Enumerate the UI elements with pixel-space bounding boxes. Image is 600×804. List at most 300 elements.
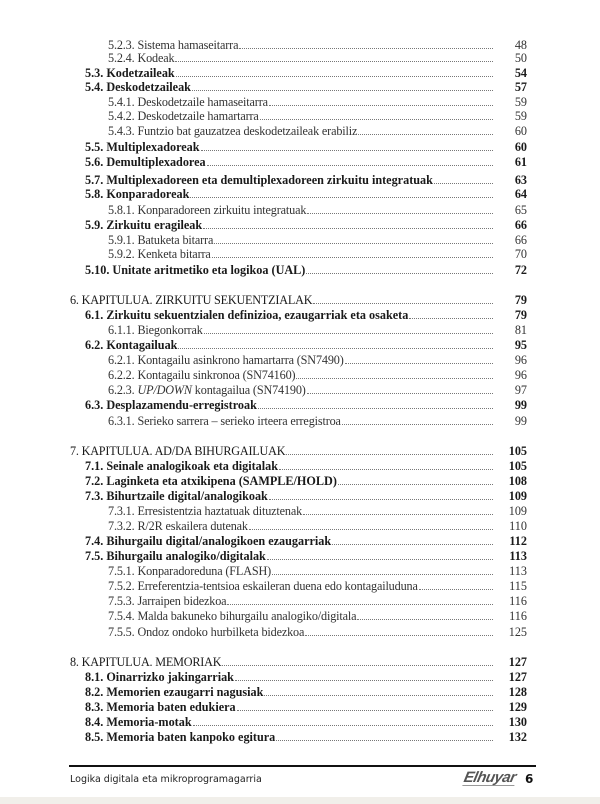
toc-entry-number: 5.6. — [85, 155, 104, 169]
toc-entry[interactable] — [0, 203, 600, 217]
toc-entry-title — [70, 293, 312, 307]
toc-entry-title — [85, 140, 200, 154]
toc-entry-number: 5.9.1. — [108, 233, 135, 247]
toc-entry-line — [85, 338, 527, 352]
dot-leader — [276, 739, 493, 741]
toc-entry-title — [108, 609, 356, 623]
dot-leader — [313, 302, 493, 304]
dot-leader — [269, 104, 493, 106]
dot-leader — [235, 679, 493, 681]
toc-entry[interactable] — [0, 625, 600, 639]
toc-entry-page: 48 — [514, 38, 527, 52]
toc-entry-number: 6.1. — [85, 308, 104, 322]
toc-entry-line — [85, 700, 527, 714]
toc-entry[interactable] — [0, 564, 600, 578]
dot-leader — [260, 118, 493, 120]
toc-entry[interactable] — [0, 474, 600, 488]
dot-leader — [345, 362, 493, 364]
toc-entry-line — [85, 549, 527, 563]
toc-entry-page: 50 — [514, 51, 527, 65]
dot-leader — [249, 528, 493, 530]
toc-entry-line — [85, 155, 527, 169]
dot-leader — [176, 75, 493, 77]
toc-entry-title — [108, 124, 357, 138]
toc-entry-page: 112 — [509, 534, 527, 548]
toc-entry-page: 115 — [509, 579, 527, 593]
toc-entry-title — [70, 444, 285, 458]
dot-leader — [192, 89, 493, 91]
toc-entry-title-text: Kodeak — [137, 51, 175, 65]
toc-entry-page: 129 — [508, 700, 527, 714]
dot-leader — [307, 212, 493, 214]
toc-entry-title-text: Unitate aritmetiko eta logikoa (UAL) — [112, 263, 306, 277]
toc-entry-page: 79 — [514, 308, 527, 322]
toc-entry-number: 7. — [70, 444, 79, 458]
toc-entry-page: 105 — [508, 444, 527, 458]
toc-entry-title — [108, 38, 238, 52]
toc-entry-line — [70, 655, 527, 669]
dot-leader — [296, 377, 493, 379]
toc-entry-page: 66 — [514, 233, 527, 247]
toc-entry-title-text: Memoria baten edukiera — [106, 700, 236, 714]
toc-entry[interactable] — [0, 670, 600, 684]
toc-entry-page: 61 — [514, 155, 527, 169]
toc-entry-line — [108, 323, 527, 337]
toc-entry-page: 109 — [508, 504, 527, 518]
toc-entry-line — [108, 109, 527, 123]
toc-entry-title-text: Deskodetzaile hamaseitarra — [137, 95, 268, 109]
toc-entry-title-text: Oinarrizko jakingarriak — [106, 670, 234, 684]
dot-leader — [305, 634, 493, 636]
toc-entry-number: 5.4.1. — [108, 95, 135, 109]
toc-entry-title-text: Bihurtzaile digital/analogikoak — [106, 489, 268, 503]
toc-entry-line — [70, 444, 527, 458]
toc-entry-page: 113 — [509, 549, 527, 563]
toc-entry[interactable] — [0, 594, 600, 608]
dot-leader — [203, 227, 493, 229]
toc-entry-title-text: Demultiplexadorea — [106, 155, 206, 169]
toc-entry-number: 5.5. — [85, 140, 104, 154]
toc-entry-title — [108, 414, 341, 428]
dot-leader — [204, 332, 493, 334]
toc-entry-line — [85, 489, 527, 503]
toc-entry-title — [85, 187, 189, 201]
toc-entry-number: 8.1. — [85, 670, 104, 684]
toc-entry-number: 7.4. — [85, 534, 104, 548]
toc-entry-title — [85, 685, 263, 699]
dot-leader — [332, 543, 493, 545]
dot-leader — [279, 468, 493, 470]
toc-entry-title — [108, 504, 302, 518]
toc-entry-line — [85, 730, 527, 744]
toc-entry[interactable] — [0, 155, 600, 169]
toc-entry-number: 7.1. — [85, 459, 104, 473]
page-bottom-edge — [0, 797, 600, 804]
toc-entry-number: 6.2. — [85, 338, 104, 352]
toc-entry-page: 128 — [508, 685, 527, 699]
toc-entry-page: 97 — [514, 383, 527, 397]
toc-entry-title — [108, 519, 248, 533]
toc-entry-page: 59 — [514, 95, 527, 109]
toc-entry-title-text: Serieko sarrera – serieko irteera erregistroa — [137, 414, 341, 428]
toc-entry-title-text: Laginketa eta atxikipena (SAMPLE/HOLD) — [106, 474, 337, 488]
toc-entry-title — [85, 155, 206, 169]
toc-entry-title — [70, 655, 221, 669]
toc-entry-title-text: Desplazamendu-erregistroak — [106, 398, 257, 412]
toc-entry[interactable] — [0, 80, 600, 94]
toc-entry[interactable] — [0, 353, 600, 367]
toc-entry[interactable] — [0, 489, 600, 503]
toc-entry-title — [108, 353, 344, 367]
toc-entry-number: 7.5.1. — [108, 564, 135, 578]
toc-entry[interactable] — [0, 414, 600, 428]
toc-entry-title-text: Seinale analogikoak eta digitalak — [106, 459, 278, 473]
toc-entry-page: 105 — [508, 459, 527, 473]
dot-leader — [342, 423, 493, 425]
toc-entry[interactable] — [0, 609, 600, 623]
toc-entry-number: 8.2. — [85, 685, 104, 699]
toc-entry-title-text: Konparadoreduna (FLASH) — [137, 564, 272, 578]
toc-entry-line — [108, 51, 527, 65]
dot-leader — [175, 60, 493, 62]
toc-entry[interactable] — [0, 233, 600, 247]
toc-entry-line — [108, 504, 527, 518]
toc-entry[interactable] — [0, 263, 600, 277]
toc-entry[interactable] — [0, 66, 600, 80]
toc-entry-line — [85, 715, 527, 729]
toc-entry-page: 60 — [514, 124, 527, 138]
toc-entry-line — [85, 263, 527, 277]
toc-entry-title — [108, 579, 418, 593]
toc-entry-title — [85, 263, 305, 277]
dot-leader — [212, 256, 493, 258]
toc-entry-number: 7.3.2. — [108, 519, 135, 533]
toc-entry[interactable] — [0, 534, 600, 548]
toc-entry-number: 6.3.1. — [108, 414, 135, 428]
toc-entry-number: 6. — [70, 293, 79, 307]
toc-entry-number: 6.2.3. — [108, 383, 135, 397]
toc-entry-line — [85, 685, 527, 699]
toc-entry-title-text: Erreferentzia-tentsioa eskaileran duena edo kontagailuduna — [137, 579, 418, 593]
toc-entry-number: 5.3. — [85, 66, 104, 80]
toc-entry-page: 125 — [508, 625, 527, 639]
toc-entry-line — [85, 534, 527, 548]
toc-entry[interactable] — [0, 38, 600, 52]
toc-entry-title — [85, 459, 278, 473]
toc-entry[interactable] — [0, 549, 600, 563]
toc-entry-line — [108, 95, 527, 109]
toc-entry-page: 116 — [509, 594, 527, 608]
toc-entry-number: 5.4.3. — [108, 124, 135, 138]
toc-entry-page: 59 — [514, 109, 527, 123]
toc-entry-title — [108, 51, 174, 65]
toc-entry-number: 7.3. — [85, 489, 104, 503]
toc-entry-page: 130 — [508, 715, 527, 729]
toc-entry-title-text: Biegonkorrak — [137, 323, 203, 337]
toc-entry-title — [108, 368, 295, 382]
dot-leader — [419, 588, 493, 590]
toc-entry-title — [85, 308, 408, 322]
toc-entry-line — [108, 247, 527, 261]
toc-entry-title-text: Kenketa bitarra — [137, 247, 211, 261]
toc-entry-line — [108, 368, 527, 382]
toc-entry-number: 5.10. — [85, 263, 110, 277]
toc-entry-line — [108, 38, 527, 52]
toc-entry-page: 127 — [508, 670, 527, 684]
toc-entry[interactable] — [0, 109, 600, 123]
toc-entry[interactable] — [0, 293, 600, 307]
toc-entry-title-text: Kontagailu asinkrono hamartarra (SN7490) — [137, 353, 344, 367]
dot-leader — [264, 694, 493, 696]
toc-entry[interactable] — [0, 187, 600, 201]
footer-divider — [69, 765, 536, 767]
toc-entry-title — [108, 233, 213, 247]
toc-entry[interactable] — [0, 338, 600, 352]
toc-entry-title-text: Funtzio bat gauzatzea deskodetzaileak erabiliz — [137, 124, 358, 138]
toc-entry-page: 116 — [509, 609, 527, 623]
toc-entry[interactable] — [0, 398, 600, 412]
toc-entry[interactable] — [0, 655, 600, 669]
dot-leader — [190, 196, 493, 198]
toc-entry-title — [85, 218, 202, 232]
toc-entry-number: 7.5.5. — [108, 625, 135, 639]
toc-entry-line — [108, 383, 527, 397]
toc-entry[interactable] — [0, 308, 600, 322]
toc-entry-line — [108, 203, 527, 217]
toc-entry-title — [85, 670, 234, 684]
toc-entry[interactable] — [0, 124, 600, 138]
toc-entry-number: 7.5.4. — [108, 609, 135, 623]
toc-entry-title — [108, 247, 211, 261]
toc-entry[interactable] — [0, 173, 600, 187]
toc-entry-title — [85, 730, 275, 744]
dot-leader — [358, 133, 493, 135]
toc-entry-number: 5.4.2. — [108, 109, 135, 123]
toc-entry-number: 6.3. — [85, 398, 104, 412]
toc-entry-title — [108, 323, 203, 337]
toc-entry-number: 7.5. — [85, 549, 104, 563]
toc-entry-title-text: Malda bakuneko bihurgailu analogiko/digitala — [137, 609, 357, 623]
toc-entry-page: 72 — [514, 263, 527, 277]
toc-entry-number: 8.5. — [85, 730, 104, 744]
dot-leader — [201, 149, 493, 151]
toc-entry-line — [108, 625, 527, 639]
dot-leader — [258, 407, 493, 409]
toc-entry-title — [85, 66, 175, 80]
toc-entry[interactable] — [0, 519, 600, 533]
toc-entry-line — [85, 459, 527, 473]
toc-entry-number: 6.2.1. — [108, 353, 135, 367]
dot-leader — [409, 317, 493, 319]
toc-entry-title-text: Batuketa bitarra — [137, 233, 214, 247]
toc-entry[interactable] — [0, 323, 600, 337]
toc-entry-line — [85, 398, 527, 412]
toc-entry-title — [85, 173, 433, 187]
toc-entry[interactable] — [0, 685, 600, 699]
toc-entry-number: 5.2.4. — [108, 51, 135, 65]
toc-entry-page: 109 — [508, 489, 527, 503]
toc-entry-title-text: R/2R eskailera dutenak — [137, 519, 248, 533]
toc-entry-line — [108, 233, 527, 247]
toc-entry-title-italic: UP/DOWN — [137, 383, 192, 397]
toc-entry-title — [85, 715, 192, 729]
toc-entry-title-text: Multiplexadoreak — [106, 140, 200, 154]
toc-entry-number: 8.4. — [85, 715, 104, 729]
toc-entry-line — [70, 293, 527, 307]
dot-leader — [306, 272, 493, 274]
toc-entry-page: 64 — [514, 187, 527, 201]
toc-entry-page: 96 — [514, 368, 527, 382]
toc-entry-number: 6.1.1. — [108, 323, 135, 337]
dot-leader — [267, 558, 493, 560]
toc-entry-title-text: Zirkuitu eragileak — [106, 218, 203, 232]
toc-entry-title-text: Kodetzaileak — [106, 66, 175, 80]
toc-entry-number: 5.9. — [85, 218, 104, 232]
toc-entry-title — [85, 489, 268, 503]
toc-entry-title-text: KAPITULUA. ZIRKUITU SEKUENTZIALAK — [81, 293, 313, 307]
toc-entry-title — [108, 109, 259, 123]
toc-entry-title-text: Sistema hamaseitarra — [137, 38, 239, 52]
toc-entry-title-text: Konparadoreen zirkuitu integratuak — [137, 203, 307, 217]
toc-entry[interactable] — [0, 715, 600, 729]
toc-entry-number: 5.7. — [85, 173, 104, 187]
toc-entry-line — [108, 414, 527, 428]
toc-entry-page: 60 — [514, 140, 527, 154]
toc-entry-line — [85, 140, 527, 154]
toc-entry-number: 5.9.2. — [108, 247, 135, 261]
toc-entry[interactable] — [0, 444, 600, 458]
toc-entry-title-text: Jarraipen bidezkoa — [137, 594, 227, 608]
toc-entry[interactable] — [0, 95, 600, 109]
toc-entry-title-text: Memorien ezaugarri nagusiak — [106, 685, 264, 699]
toc-entry-line — [108, 353, 527, 367]
toc-entry-line — [85, 670, 527, 684]
toc-entry-title-text: KAPITULUA. AD/DA BIHURGAILUAK — [81, 444, 286, 458]
toc-entry-page: 63 — [514, 173, 527, 187]
dot-leader — [214, 242, 493, 244]
toc-entry-line — [108, 579, 527, 593]
toc-entry-title-text: Bihurgailu analogiko/digitalak — [106, 549, 266, 563]
toc-entry-title-text: Kontagailu sinkronoa (SN74160) — [137, 368, 296, 382]
toc-entry-title — [85, 534, 331, 548]
toc-entry-title — [108, 625, 304, 639]
dot-leader — [227, 603, 493, 605]
dot-leader — [434, 182, 493, 184]
toc-entry-title — [85, 398, 257, 412]
dot-leader — [207, 164, 493, 166]
toc-entry-title-text: Ondoz ondoko hurbilketa bidezkoa — [137, 625, 305, 639]
toc-entry-number: 5.8.1. — [108, 203, 135, 217]
toc-entry-number: 5.4. — [85, 80, 104, 94]
toc-entry-line — [85, 474, 527, 488]
toc-entry-line — [108, 519, 527, 533]
toc-entry-page: 99 — [514, 414, 527, 428]
dot-leader — [222, 664, 493, 666]
dot-leader — [272, 573, 493, 575]
toc-entry-number: 5.8. — [85, 187, 104, 201]
toc-entry-page: 110 — [509, 519, 527, 533]
toc-entry-number: 7.2. — [85, 474, 104, 488]
toc-entry[interactable] — [0, 504, 600, 518]
toc-entry-page: 108 — [508, 474, 527, 488]
toc-entry-line — [85, 80, 527, 94]
toc-entry-number: 7.5.3. — [108, 594, 135, 608]
toc-entry-page: 99 — [514, 398, 527, 412]
toc-entry-title-text: KAPITULUA. MEMORIAK — [81, 655, 222, 669]
toc-entry[interactable] — [0, 140, 600, 154]
toc-entry-title — [85, 474, 337, 488]
toc-entry-title-text: Deskodetzaile hamartarra — [137, 109, 259, 123]
toc-entry-number: 8. — [70, 655, 79, 669]
toc-entry-number: 7.5.2. — [108, 579, 135, 593]
toc-entry-line — [108, 609, 527, 623]
toc-entry[interactable] — [0, 459, 600, 473]
toc-entry-page: 127 — [508, 655, 527, 669]
toc-entry-title-text: kontagailua (SN74190) — [191, 383, 306, 397]
toc-entry-title-text: Kontagailuak — [106, 338, 178, 352]
toc-entry-page: 70 — [514, 247, 527, 261]
dot-leader — [239, 47, 493, 49]
toc-entry-title-text: Bihurgailu digital/analogikoen ezaugarriak — [106, 534, 332, 548]
toc-entry-page: 54 — [514, 66, 527, 80]
toc-entry-page: 79 — [514, 293, 527, 307]
dot-leader — [357, 618, 493, 620]
toc-entry-title — [85, 338, 177, 352]
toc-entry-title — [108, 564, 271, 578]
toc-entry[interactable] — [0, 51, 600, 65]
toc-entry[interactable] — [0, 700, 600, 714]
toc-entry-page: 81 — [514, 323, 527, 337]
toc-entry[interactable] — [0, 730, 600, 744]
toc-entry-title — [85, 549, 266, 563]
dot-leader — [286, 453, 493, 455]
footer-book-title: Logika digitala eta mikroprogramagarria — [70, 774, 262, 785]
toc-entry-title-text: Deskodetzaileak — [106, 80, 191, 94]
publisher-logo: Elhuyar — [462, 769, 518, 786]
toc-entry[interactable] — [0, 368, 600, 382]
toc-entry-page: 66 — [514, 218, 527, 232]
dot-leader — [237, 709, 493, 711]
toc-entry-number: 6.2.2. — [108, 368, 135, 382]
toc-entry-line — [108, 124, 527, 138]
toc-entry[interactable] — [0, 218, 600, 232]
footer-page-number: 6 — [525, 772, 534, 786]
toc-entry[interactable] — [0, 383, 600, 397]
toc-entry-title-text: Konparadoreak — [106, 187, 190, 201]
toc-entry[interactable] — [0, 579, 600, 593]
dot-leader — [307, 392, 493, 394]
toc-entry-page: 65 — [514, 203, 527, 217]
toc-entry-line — [85, 173, 527, 187]
toc-entry-title-text: Multiplexadoreen eta demultiplexadoreen zirkuitu integratuak — [106, 173, 433, 187]
toc-entry-number: 8.3. — [85, 700, 104, 714]
toc-entry-page: 95 — [514, 338, 527, 352]
toc-entry-number: 7.3.1. — [108, 504, 135, 518]
toc-entry-line — [85, 308, 527, 322]
dot-leader — [269, 498, 493, 500]
toc-entry[interactable] — [0, 247, 600, 261]
toc-entry-line — [85, 187, 527, 201]
toc-entry-title — [108, 203, 306, 217]
toc-entry-page: 113 — [509, 564, 527, 578]
toc-entry-line — [85, 66, 527, 80]
toc-entry-title — [108, 95, 268, 109]
toc-entry-page: 96 — [514, 353, 527, 367]
dot-leader — [338, 483, 493, 485]
toc-entry-page: 132 — [508, 730, 527, 744]
toc-entry-line — [85, 218, 527, 232]
toc-entry-line — [108, 594, 527, 608]
